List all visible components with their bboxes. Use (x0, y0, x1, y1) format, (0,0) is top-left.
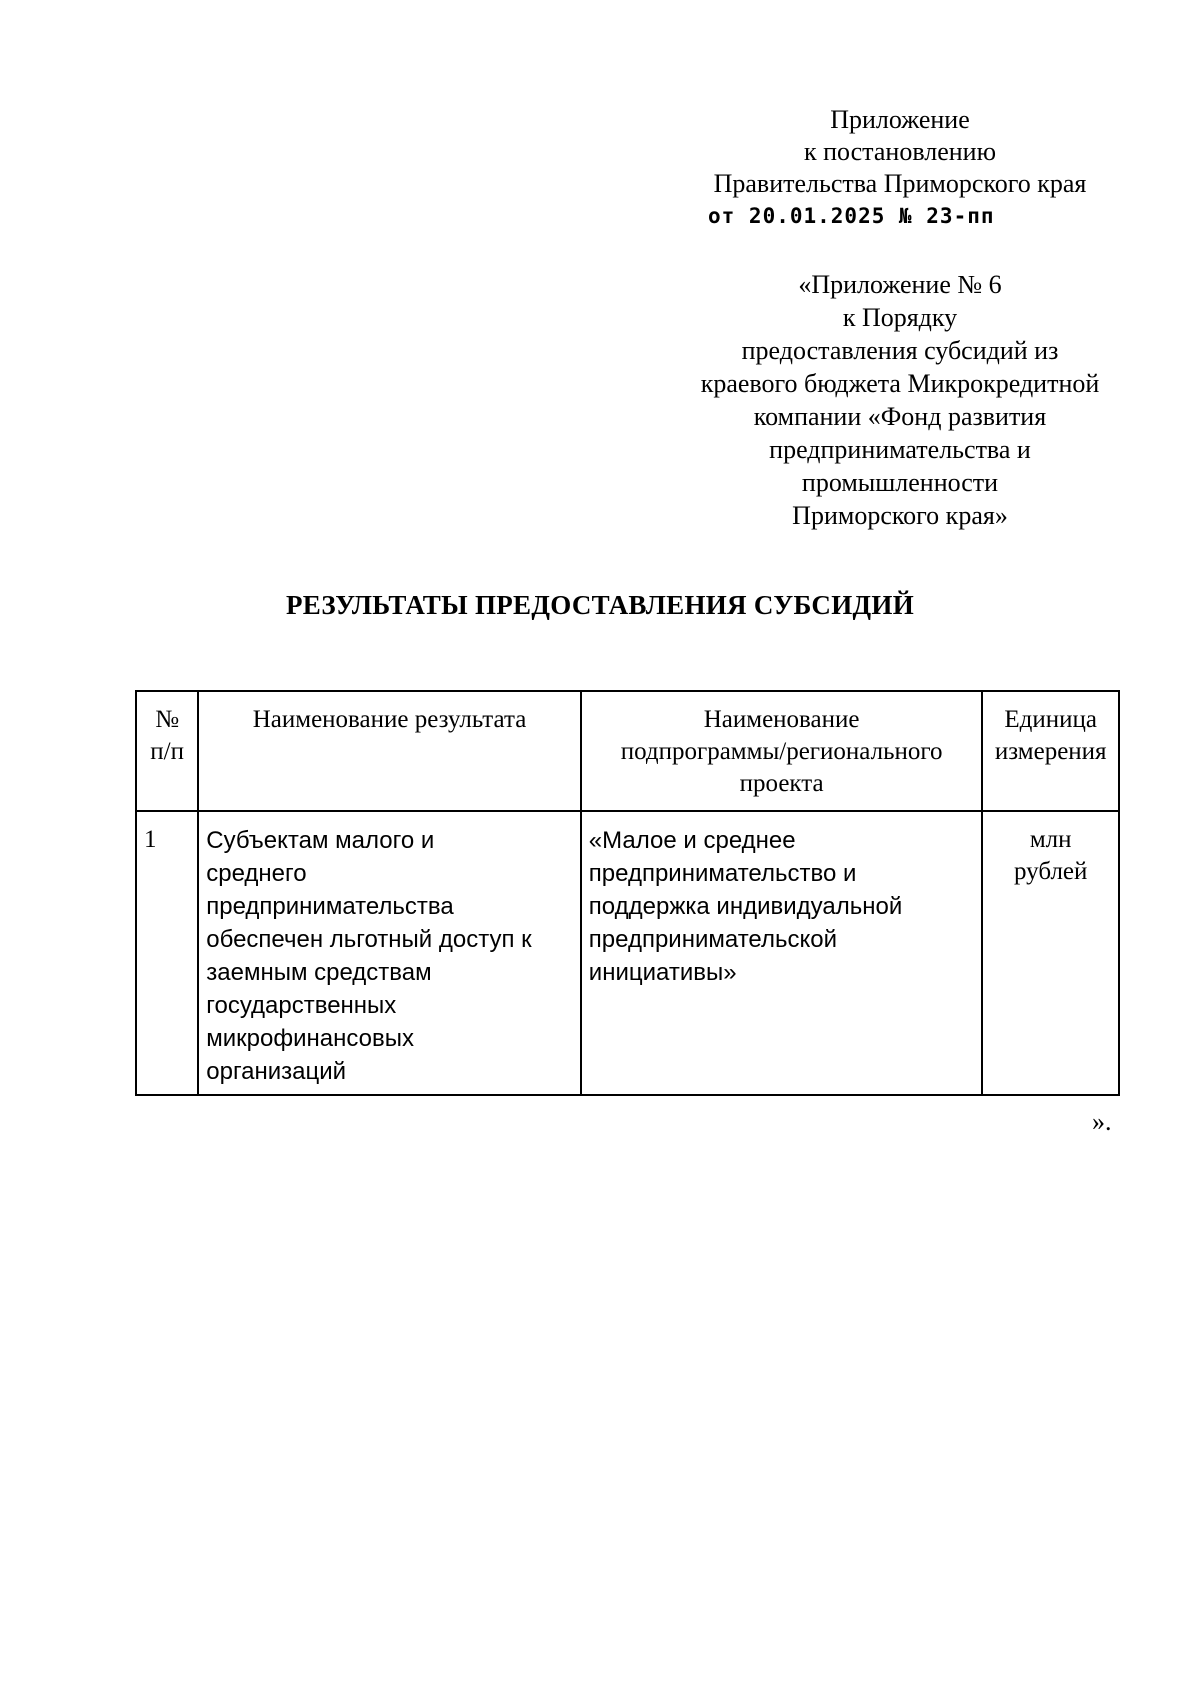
appendix-ref-line: промышленности (801, 468, 999, 497)
appendix-line: Правительства Приморского края (713, 169, 1087, 198)
subprogram-line: поддержка индивидуальной (588, 893, 903, 920)
appendix-ref-line: «Приложение № 6 (798, 270, 1002, 299)
appendix-reference (640, 268, 1160, 532)
document-title: РЕЗУЛЬТАТЫ ПРЕДОСТАВЛЕНИЯ СУБСИДИЙ (286, 590, 914, 620)
subprogram-line: предпринимательской (588, 926, 837, 953)
header-result-name: Наименование результата (198, 691, 581, 811)
header-num-line: № (155, 706, 180, 733)
appendix-ref-line: краевого бюджета Микрокредитной (700, 369, 1100, 398)
row-number: 1 (136, 811, 198, 1095)
result-name-line: заемным средствам (206, 959, 432, 986)
appendix-header (660, 104, 1140, 232)
result-name-line: микрофинансовых (206, 1025, 414, 1052)
appendix-ref-line: предоставления субсидий из (741, 336, 1059, 365)
closing-quote: ». (1092, 1107, 1112, 1136)
header-sub-line: Наименование (703, 706, 860, 733)
result-name-line: государственных (206, 992, 397, 1019)
result-name-line: предпринимательства (206, 893, 454, 920)
header-num (136, 691, 198, 811)
subprogram-line: предпринимательство и (588, 860, 857, 887)
row-result-name (198, 811, 581, 1095)
appendix-line: Приложение (830, 105, 970, 134)
header-subprogram (581, 691, 983, 811)
table-header-row (136, 691, 1119, 811)
header-sub-line: подпрограммы/регионального (620, 738, 943, 765)
header-sub-line: проекта (739, 770, 824, 797)
result-name-line: Субъектам малого и (206, 827, 435, 854)
unit-line: млн (1029, 826, 1072, 853)
appendix-line: к постановлению (803, 137, 997, 166)
appendix-ref-line: компании «Фонд развития (753, 402, 1047, 431)
result-name-line: обеспечен льготный доступ к (206, 926, 532, 953)
subprogram-line: инициативы» (588, 959, 737, 986)
unit-line: рублей (1014, 858, 1088, 885)
row-unit (982, 811, 1119, 1095)
subprogram-line: «Малое и среднее (588, 827, 796, 854)
appendix-ref-line: предпринимательства и (769, 435, 1031, 464)
result-name-line: среднего (206, 860, 307, 887)
table-row (136, 811, 1119, 1095)
results-table (135, 690, 1120, 1096)
appendix-ref-line: Приморского края» (792, 501, 1008, 530)
header-unit-line: измерения (994, 738, 1107, 765)
header-unit (982, 691, 1119, 811)
header-num-line: п/п (150, 738, 184, 765)
result-name-line: организаций (206, 1058, 347, 1085)
appendix-ref-line: к Порядку (842, 303, 958, 332)
header-unit-line: Единица (1004, 706, 1098, 733)
date-number-stamp: от 20.01.2025 № 23-пп (708, 204, 995, 228)
row-subprogram (581, 811, 983, 1095)
